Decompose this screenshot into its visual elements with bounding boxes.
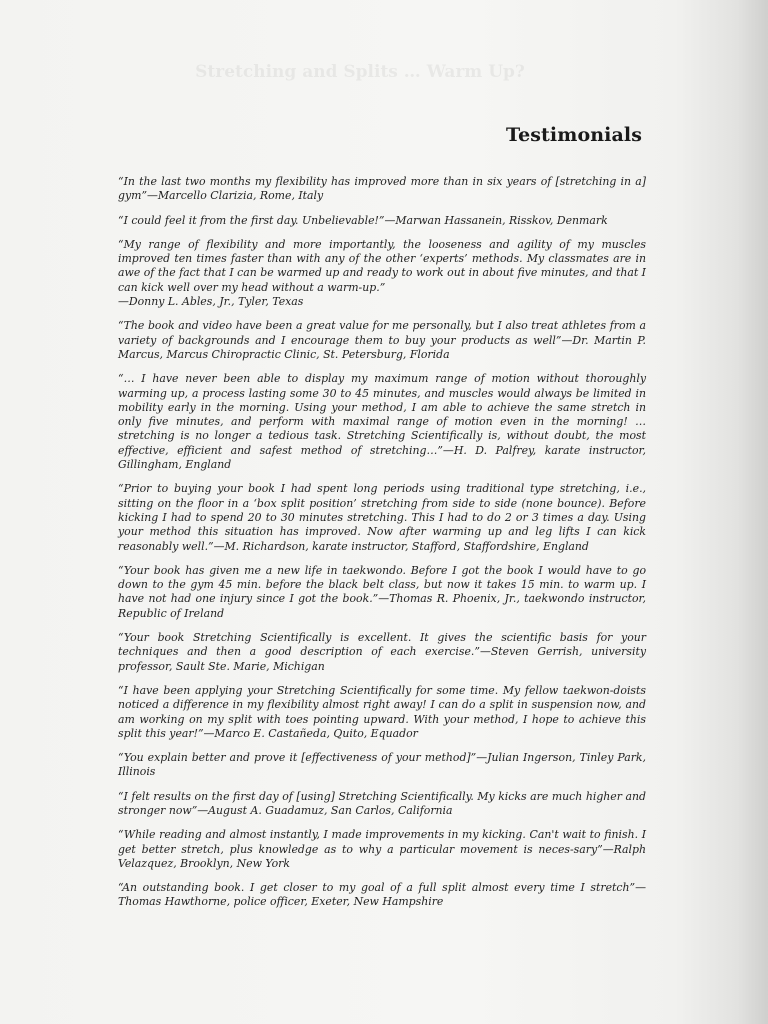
testimonial-marcus: “The book and video have been a great value for me personally, but I also treat athletes from a variety of backgrounds and I encourage them to buy your products as well”—Dr. Martin P. Marcus, Marcus Chiropractic Clinic, St. Petersburg, Florida bbox=[118, 319, 646, 361]
testimonial-ables bbox=[118, 238, 646, 309]
testimonial-list bbox=[118, 175, 646, 920]
testimonial-hassanein: “I could feel it from the first day. Unbelievable!”—Marwan Hassanein, Risskov, Denmark bbox=[118, 213, 608, 227]
testimonial-ingerson: “You explain better and prove it [effectiveness of your method]”—Julian Ingerson, Tinley Park, Illinois bbox=[118, 751, 646, 779]
testimonial-ables-credit: —Donny L. Ables, Jr., Tyler, Texas bbox=[118, 295, 304, 309]
testimonial-velazquez: “While reading and almost instantly, I made improvements in my kicking. Can't wait to finish. I get better stretch, plus knowledge as to why a particular movement is neces-sary”—Ralph Velazquez, Brooklyn, New York bbox=[118, 828, 646, 870]
testimonial-castaneda: “I have been applying your Stretching Scientifically for some time. My fellow taekwon-doists noticed a difference in my flexibility almost right away! I can do a split in suspension now, and am working on my split with toes pointing upward. With your method, I hope to achieve this split this year!”—Marco E. Castañeda, Quito, Equador bbox=[118, 683, 646, 740]
testimonial-phoenix: “Your book has given me a new life in taekwondo. Before I got the book I would have to go down to the gym 45 min. before the black belt class, but now it takes 15 min. to warm up. I have not had one injury since I got the book.”—Thomas R. Phoenix, Jr., taekwondo instructor, Republic of Ireland bbox=[118, 563, 646, 620]
testimonial-gerrish: “Your book Stretching Scientifically is excellent. It gives the scientific basis for your techniques and then a good description of each exercise.”—Steven Gerrish, university professor, Sault Ste. Marie, Michigan bbox=[118, 631, 646, 673]
testimonial-hawthorne: “An outstanding book. I get closer to my goal of a full split almost every time I stretch”—Thomas Hawthorne, police officer, Exeter, New Hampshire bbox=[118, 881, 646, 909]
testimonial-palfrey: “… I have never been able to display my maximum range of motion without thoroughly warming up, a process lasting some 30 to 45 minutes, and muscles would always be limited in mobility early in the morning. Using your method, I am able to achieve the same stretch in only five minutes, and perform with maximal range of motion even in the morning! …stretching is no longer a tedious task. Stretching Scientifically is, without doubt, the most effective, efficient and safest method of stretching…”—H. D. Palfrey, karate instructor, Gillingham, England bbox=[118, 372, 646, 472]
testimonial-richardson: “Prior to buying your book I had spent long periods using traditional type stretching, i.e., sitting on the floor in a ‘box split position’ stretching from side to side (none bounce). Before kicking I had to spend 20 to 30 minutes stretching. This I had to do 2 or 3 times a day. Using your method this situation has improved. Now after warming up and leg lifts I can kick reasonably well.”—M. Richardson, karate instructor, Stafford, Staffordshire, England bbox=[118, 482, 646, 553]
testimonial-ables-quote: “My range of flexibility and more importantly, the looseness and agility of my muscles improved ten times faster than with any of the other ‘experts’ methods. My classmates are in awe of the fact that I can be warmed up and ready to work out in about five minutes, and that I can kick well over my head without a warm-up.” bbox=[118, 237, 646, 294]
page-title: Testimonials bbox=[506, 124, 642, 146]
bleed-through-text: Stretching and Splits … Warm Up? bbox=[195, 62, 525, 82]
testimonial-clarizia: “In the last two months my flexibility has improved more than in six years of [stretching in a] gym”—Marcello Clarizia, Rome, Italy bbox=[118, 175, 646, 203]
testimonial-guadamuz: “I felt results on the first day of [using] Stretching Scientifically. My kicks are much higher and stronger now”—August A. Guadamuz, San Carlos, California bbox=[118, 789, 646, 817]
